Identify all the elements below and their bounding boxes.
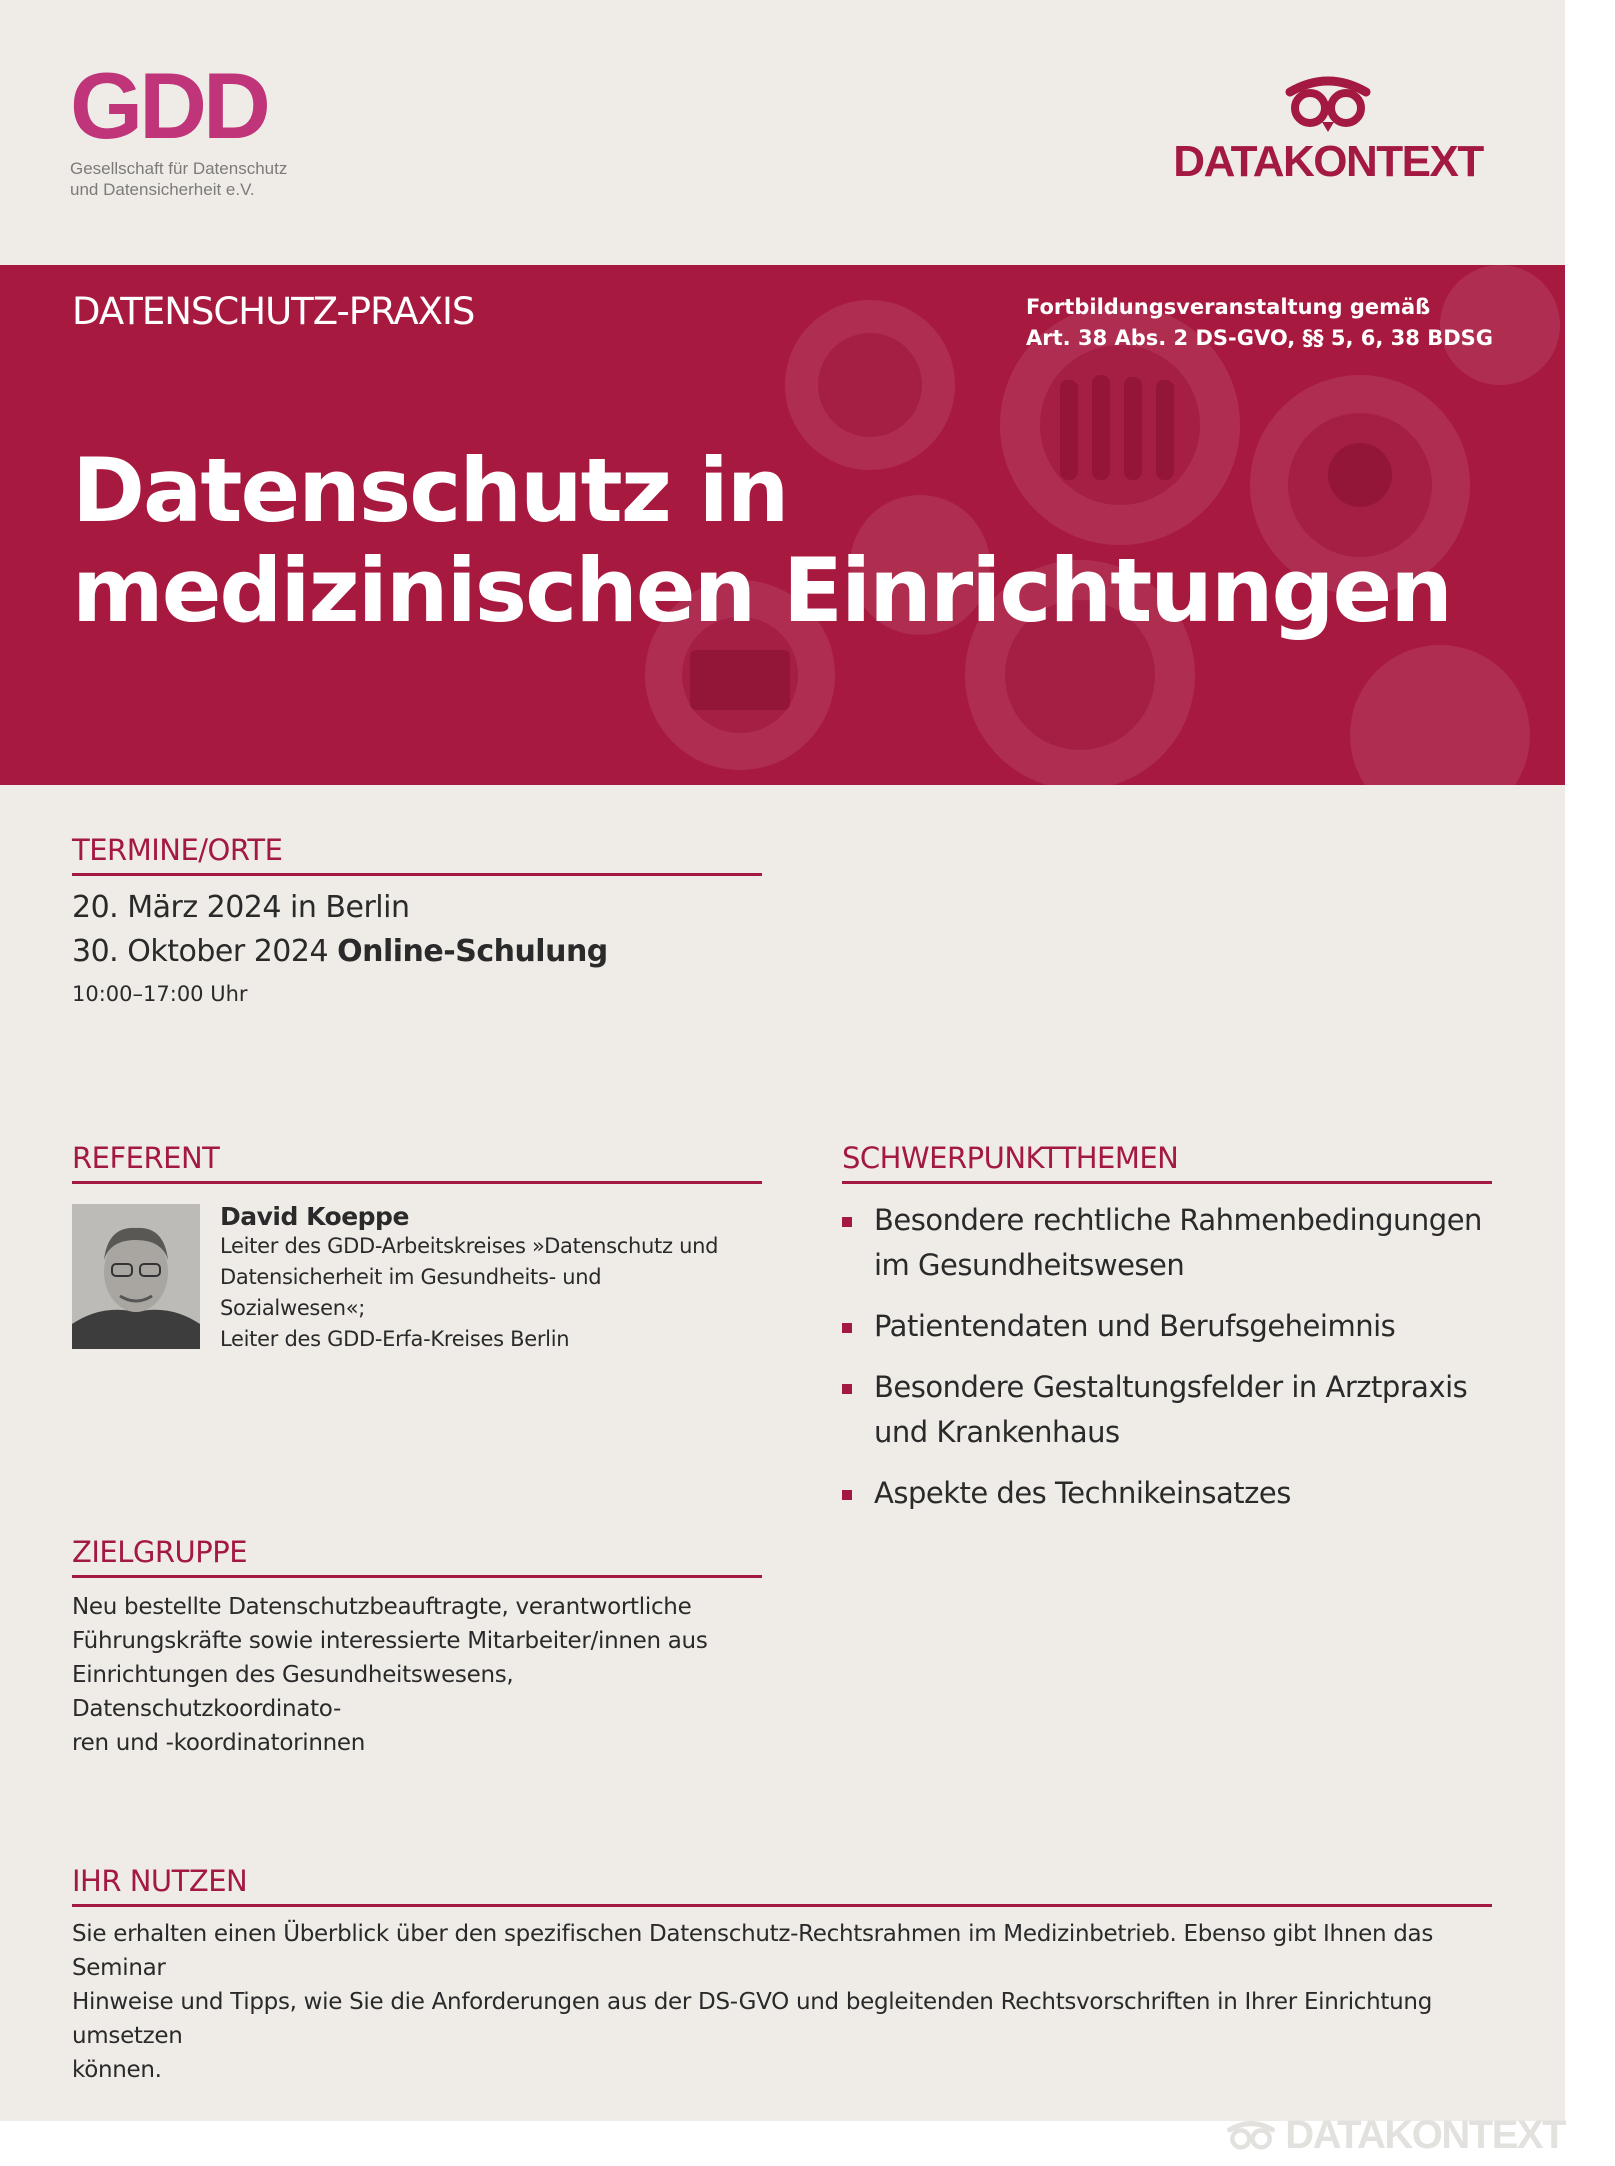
footer-logo — [1225, 2113, 1565, 2158]
dates-heading: TERMINE/ORTE — [72, 833, 762, 876]
audience-text: Neu bestellte Datenschutzbeauftragte, verantwortliche Führungskräfte sowie interessierte Mitarbeiter/innen aus Einrichtungen des Gesundheitswesens, Datenschutzkoordinato- ren und -koordinatorinnen — [72, 1594, 708, 1756]
owl-icon — [1282, 70, 1374, 136]
gdd-subtitle: Gesellschaft für Datenschutz und Datensicherheit e.V. — [70, 159, 288, 199]
audience-section — [72, 1535, 762, 1760]
bullet-icon — [842, 1217, 852, 1227]
datakontext-wordmark: DATAKONTEXT — [1173, 137, 1483, 186]
speaker-photo — [72, 1204, 200, 1349]
speaker-section — [72, 1141, 762, 1355]
topics-list — [842, 1198, 1492, 1516]
owl-icon — [1225, 2116, 1277, 2156]
speaker-card — [72, 1204, 762, 1355]
dates-section — [72, 833, 762, 1006]
list-item: Aspekte des Technikeinsatzes — [842, 1471, 1492, 1516]
gdd-logo — [70, 68, 287, 200]
benefit-heading: IHR NUTZEN — [72, 1864, 1492, 1907]
list-item: Patientendaten und Berufsgeheimnis — [842, 1304, 1492, 1349]
date-berlin: 20. März 2024 in Berlin — [72, 890, 410, 925]
time-range: 10:00–17:00 Uhr — [72, 982, 248, 1006]
benefit-section — [72, 1864, 1492, 2087]
datakontext-logo — [1163, 70, 1493, 184]
page-title: Datenschutz in medizinischen Einrichtungen — [72, 439, 1451, 642]
bullet-icon — [842, 1384, 852, 1394]
svg-text:GDD: GDD — [70, 68, 267, 146]
speaker-heading: REFERENT — [72, 1141, 762, 1184]
list-item: Besondere Gestaltungsfelder in Arztpraxis und Krankenhaus — [842, 1365, 1492, 1455]
date-online: 30. Oktober 2024 Online-Schulung — [72, 934, 608, 969]
hero-banner — [0, 265, 1565, 785]
gdd-wordmark-icon — [70, 68, 280, 146]
benefit-text: Sie erhalten einen Überblick über den spezifischen Datenschutz-Rechtsrahmen im Medizinbetrieb. Ebenso gibt Ihnen das Seminar Hinweise und Tipps, wie Sie die Anforderungen aus der DS-GVO und begleitenden Rechtsvorschriften in Ihrer Einrichtung umsetzen können. — [72, 1921, 1434, 2083]
footer-wordmark: DATAKONTEXT — [1285, 2113, 1565, 2157]
topics-section — [842, 1141, 1492, 1532]
certification-note: Fortbildungsveranstaltung gemäß Art. 38 Abs. 2 DS-GVO, §§ 5, 6, 38 BDSG — [1026, 295, 1493, 350]
speaker-name: David Koeppe — [220, 1202, 409, 1231]
audience-heading: ZIELGRUPPE — [72, 1535, 762, 1578]
speaker-description: Leiter des GDD-Arbeitskreises »Datenschutz und Datensicherheit im Gesundheits- und Sozialwesen«; Leiter des GDD-Erfa-Kreises Berlin — [220, 1234, 719, 1351]
topics-heading: SCHWERPUNKTTHEMEN — [842, 1141, 1492, 1184]
bullet-icon — [842, 1323, 852, 1333]
series-label: DATENSCHUTZ-PRAXIS — [72, 290, 475, 333]
speaker-info — [220, 1202, 720, 1355]
list-item: Besondere rechtliche Rahmenbedingungen im Gesundheitswesen — [842, 1198, 1492, 1288]
bullet-icon — [842, 1490, 852, 1500]
